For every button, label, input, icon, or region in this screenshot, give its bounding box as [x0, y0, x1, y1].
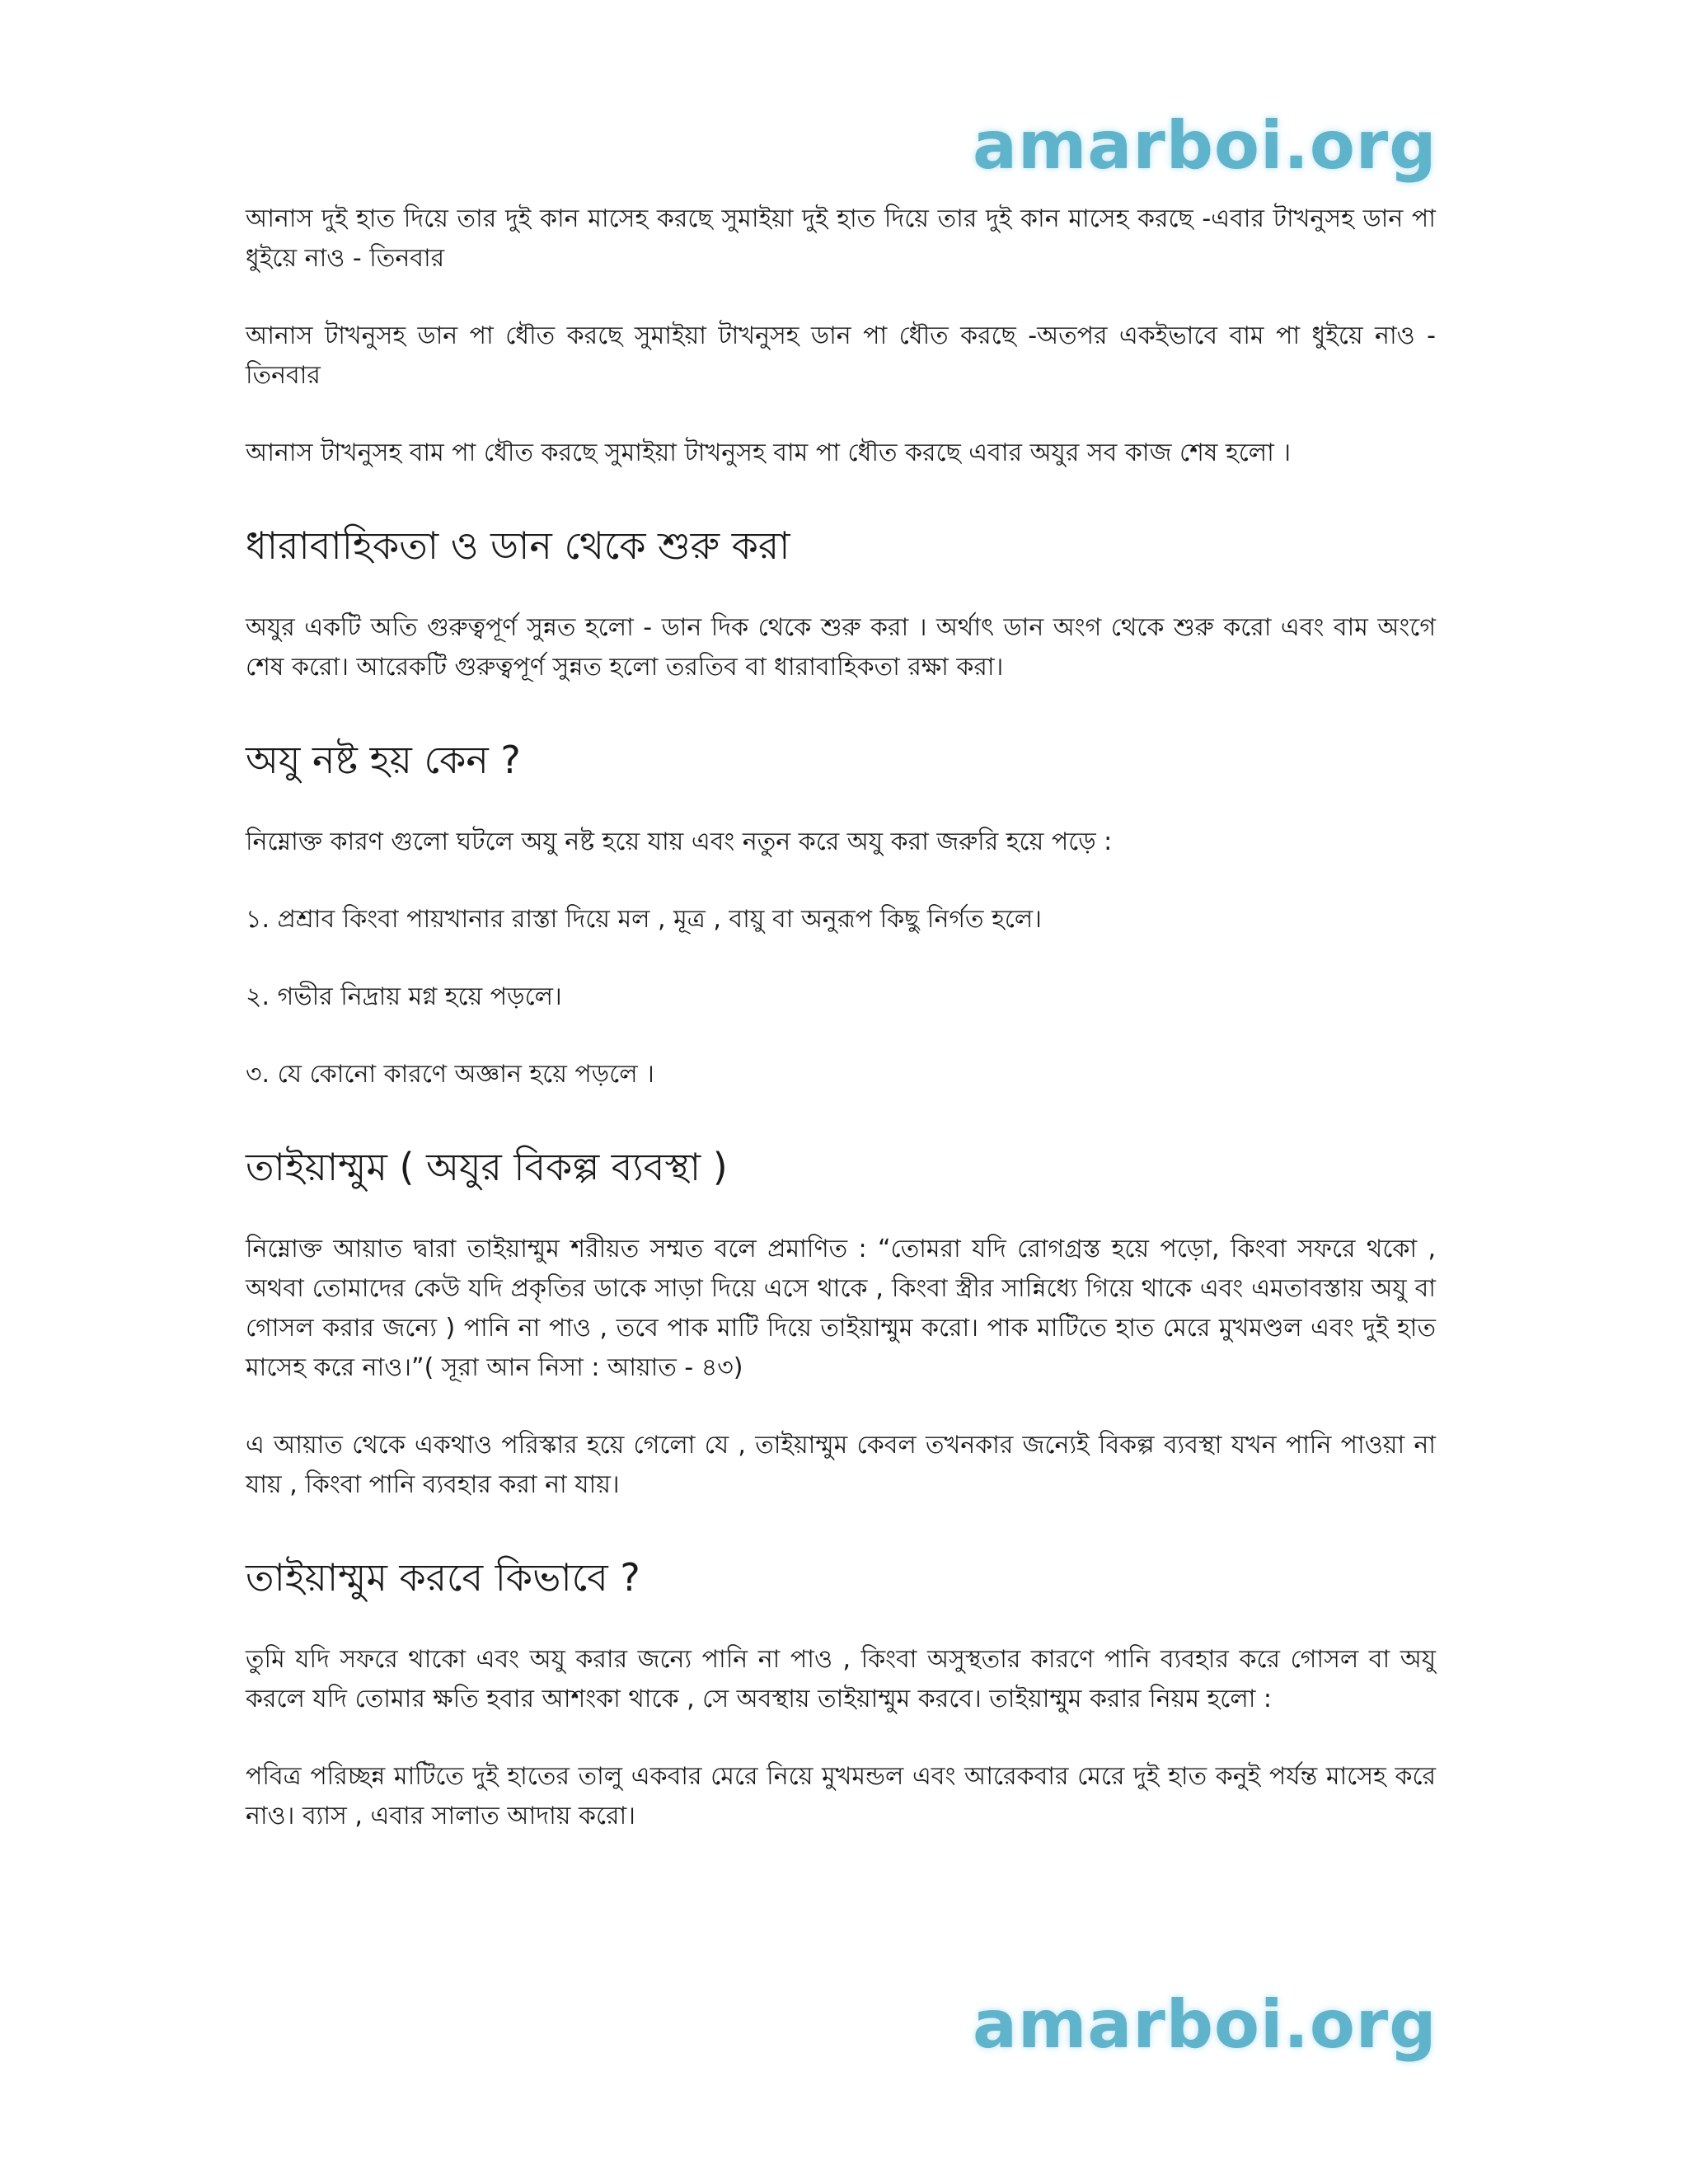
paragraph-wudu-complete: আনাস টাখনুসহ বাম পা ধৌত করছে সুমাইয়া টাখনুসহ বাম পা ধৌত করছে এবার অযুর সব কাজ শেষ হলো । [246, 438, 1292, 467]
list-item-reason-1: ১. প্রশ্রাব কিংবা পায়খানার রাস্তা দিয়ে মল , মূত্র , বায়ু বা অনুরূপ কিছু নির্গত হলে। [246, 905, 1042, 934]
paragraph-sunnah-order: অযুর একটি অতি গুরুত্বপূর্ণ সুন্নত হলো - ডান দিক থেকে শুরু করা । অর্থাৎ ডান অংগ থেকে শুরু করো এবং বাম অংগে শেষ করো। আরেকটি গুরুত্বপূর্ণ সুন্নত হলো তরতিব বা ধারাবাহিকতা রক্ষা করা। [246, 613, 1436, 682]
heading-order-and-right-side: ধারাবাহিকতা ও ডান থেকে শুরু করা [246, 523, 790, 568]
list-item-reason-2: ২. গভীর নিদ্রায় মগ্ন হয়ে পড়লে। [246, 982, 562, 1011]
list-item-reason-3: ৩. যে কোনো কারণে অজ্ঞান হয়ে পড়লে । [246, 1060, 654, 1089]
heading-why-wudu-breaks: অযু নষ্ট হয় কেন ? [246, 738, 521, 782]
amarboi-logo-top: amarboi.org [973, 107, 1437, 184]
paragraph-left-foot: আনাস টাখনুসহ ডান পা ধৌত করছে সুমাইয়া টাখনুসহ ডান পা ধৌত করছে -অতপর একইভাবে বাম পা ধুইয়ে নাও - তিনবার [246, 321, 1436, 390]
paragraph-tayammum-method: পবিত্র পরিচ্ছন্ন মাটিতে দুই হাতের তালু একবার মেরে নিয়ে মুখমন্ডল এবং আরেকবার মেরে দুই হাত কনুই পর্যন্ত মাসেহ করে নাও। ব্যাস , এবার সালাত আদায় করো। [246, 1762, 1436, 1830]
heading-how-to-tayammum: তাইয়াম্মুম করবে কিভাবে ? [246, 1555, 640, 1600]
paragraph-ears-and-right-foot: আনাস দুই হাত দিয়ে তার দুই কান মাসেহ করছে সুমাইয়া দুই হাত দিয়ে তার দুই কান মাসেহ করছে -এবার টাখনুসহ ডান পা ধুইয়ে নাও - তিনবার [246, 204, 1436, 273]
amarboi-logo-bottom: amarboi.org [973, 1986, 1437, 2063]
document-body [246, 199, 1436, 1836]
heading-tayammum: তাইয়াম্মুম ( অযুর বিকল্প ব্যবস্থা ) [246, 1145, 728, 1189]
paragraph-reasons-intro: নিম্নোক্ত কারণ গুলো ঘটলে অযু নষ্ট হয়ে যায় এবং নতুন করে অযু করা জরুরি হয়ে পড়ে : [246, 827, 1113, 856]
paragraph-tayammum-verse: নিম্নোক্ত আয়াত দ্বারা তাইয়াম্মুম শরীয়ত সম্মত বলে প্রমাণিত : “তোমরা যদি রোগগ্রস্ত হয়ে পড়ো, কিংবা সফরে থকো , অথবা তোমাদের কেউ যদি প্রকৃতির ডাকে সাড়া দিয়ে এসে থাকে , কিংবা স্ত্রীর সান্নিধ্যে গিয়ে থাকে এবং এমতাবস্তায় অযু বা গোসল করার জন্যে ) পানি না পাও , তবে পাক মাটি দিয়ে তাইয়াম্মুম করো। পাক মাটিতে হাত মেরে মুখমণ্ডল এবং দুই হাত মাসেহ করে নাও।”( সূরা আন নিসা : আয়াত - ৪৩) [246, 1235, 1436, 1382]
paragraph-tayammum-condition: এ আয়াত থেকে একথাও পরিস্কার হয়ে গেলো যে , তাইয়াম্মুম কেবল তখনকার জন্যেই বিকল্প ব্যবস্থা যখন পানি পাওয়া না যায় , কিংবা পানি ব্যবহার করা না যায়। [246, 1431, 1436, 1499]
paragraph-when-tayammum: তুমি যদি সফরে থাকো এবং অযু করার জন্যে পানি না পাও , কিংবা অসুস্থতার কারণে পানি ব্যবহার করে গোসল বা অযু করলে যদি তোমার ক্ষতি হবার আশংকা থাকে , সে অবস্থায় তাইয়াম্মুম করবে। তাইয়াম্মুম করার নিয়ম হলো : [246, 1645, 1436, 1713]
